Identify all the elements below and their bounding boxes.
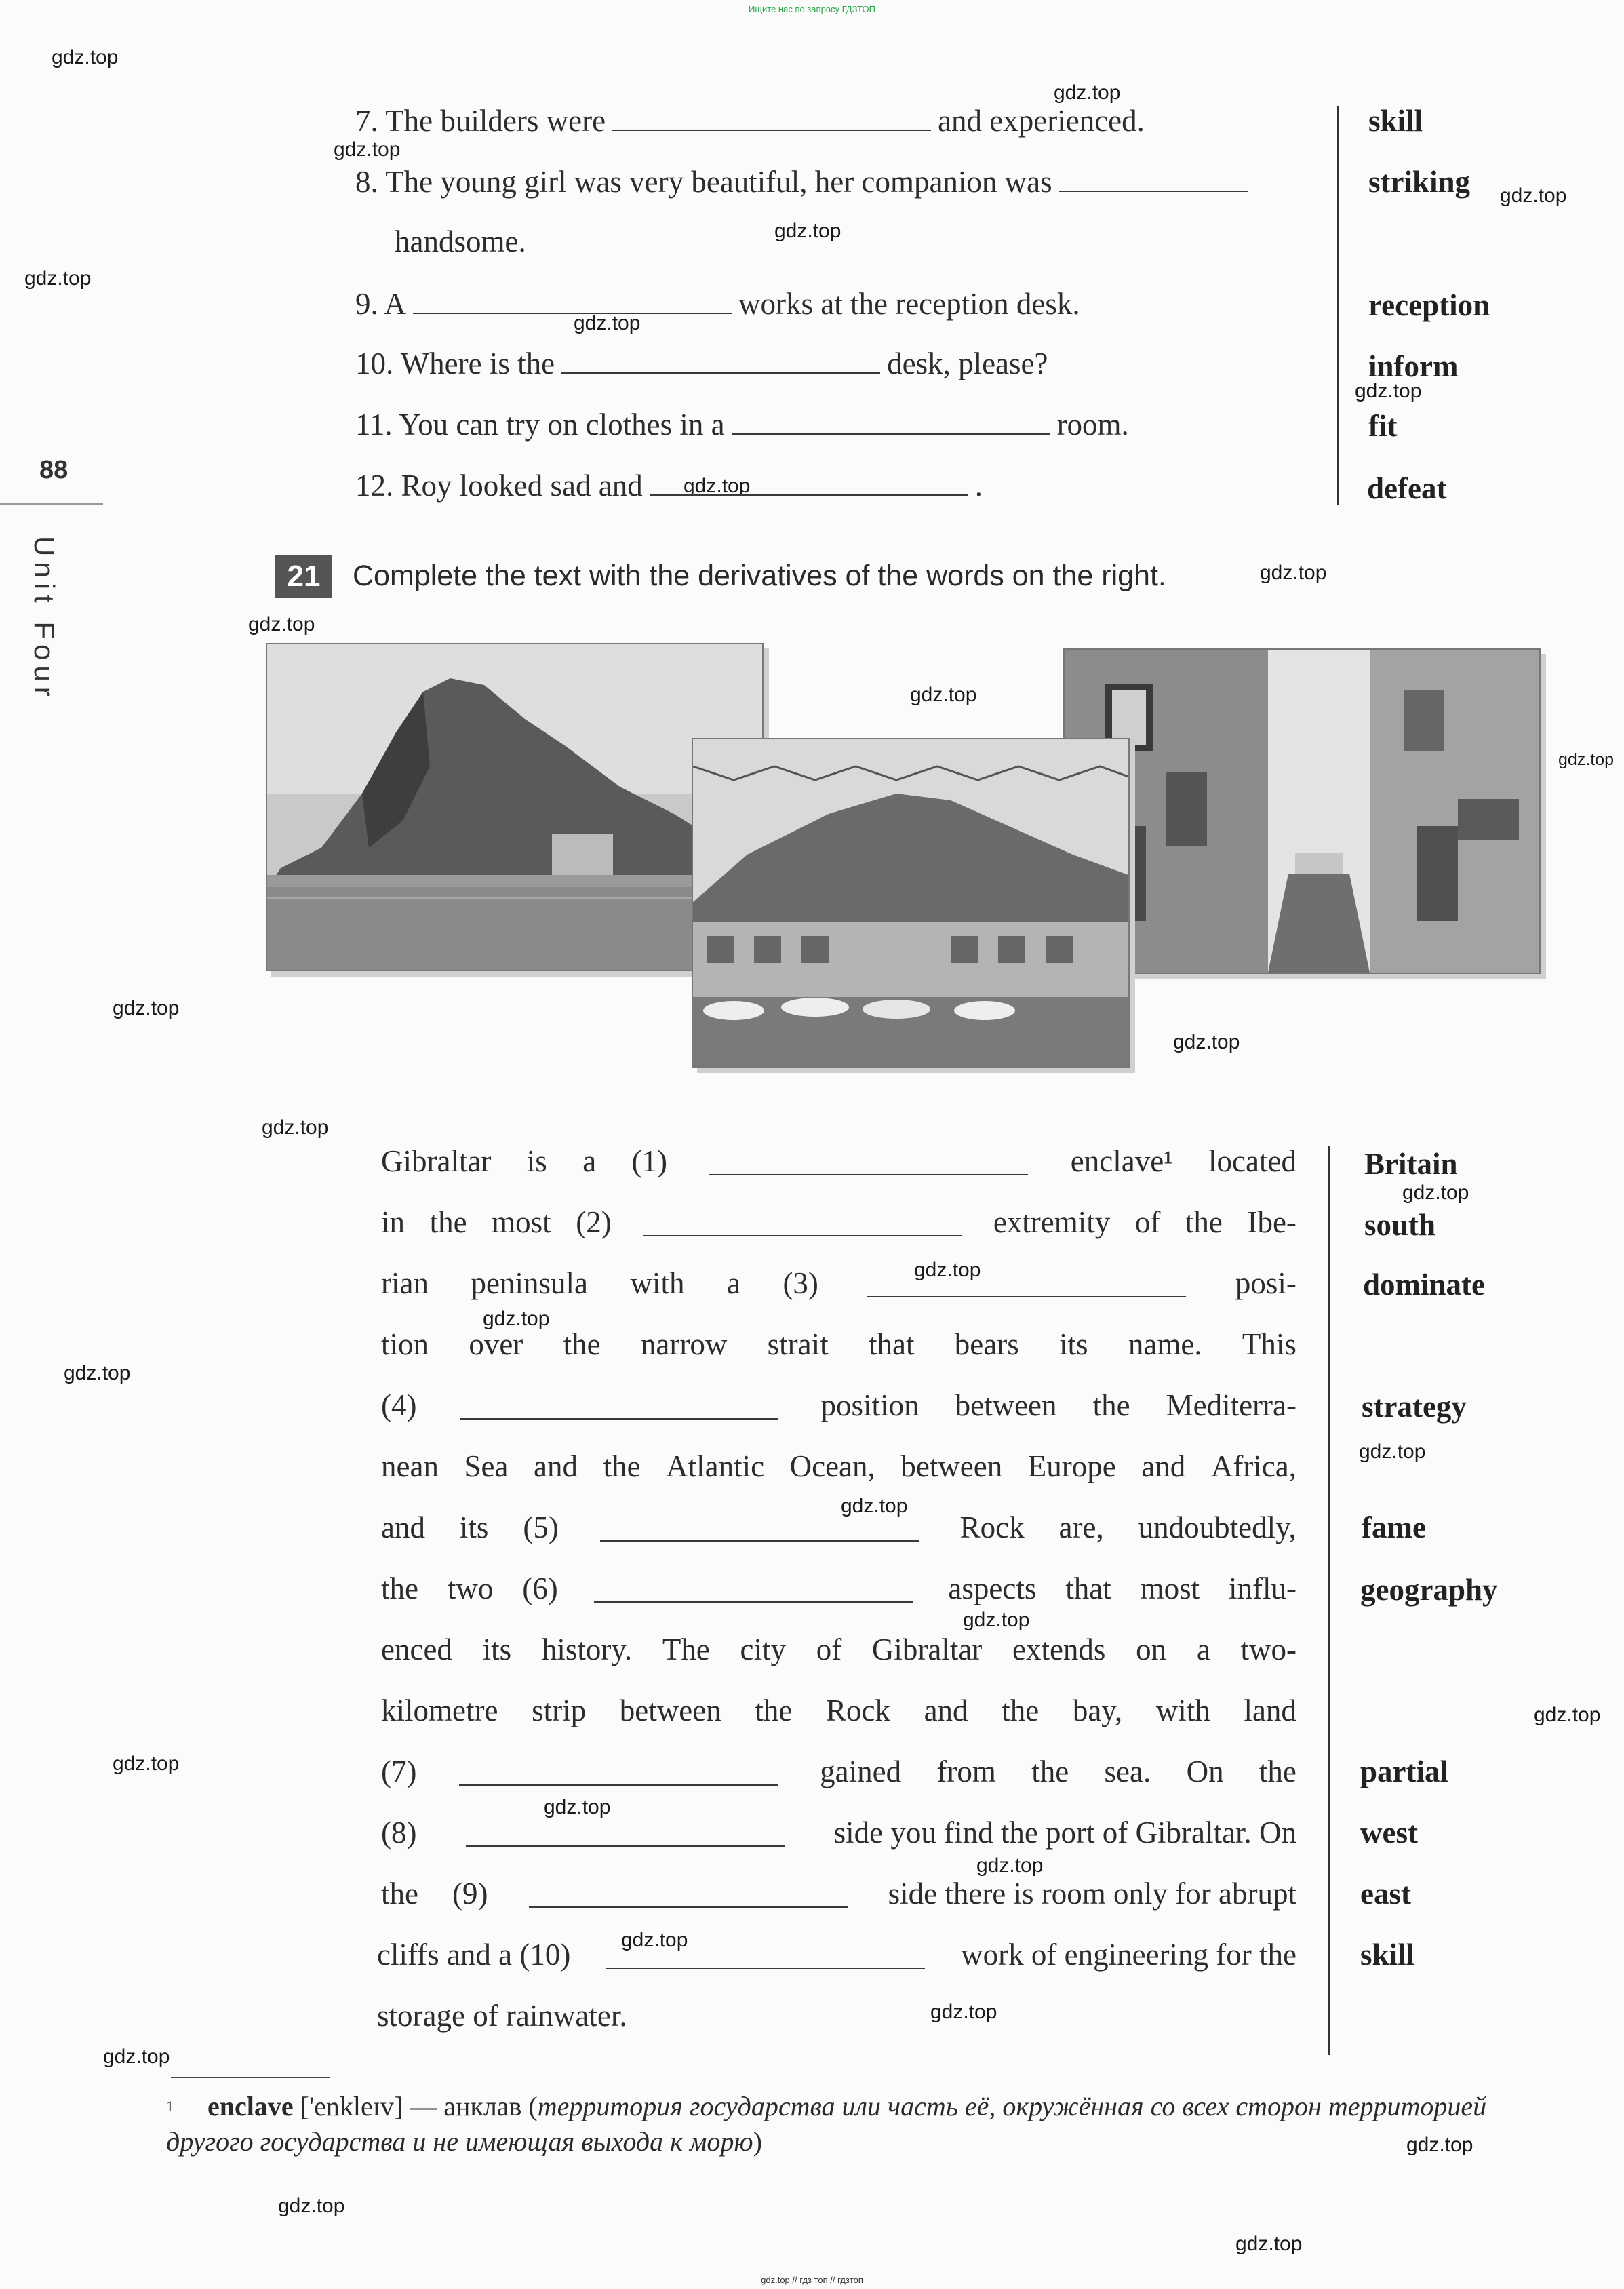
watermark: gdz.top xyxy=(1235,2233,1303,2255)
gibraltar-street-photo xyxy=(1063,648,1541,974)
watermark: gdz.top xyxy=(1558,750,1615,769)
answer-blank-2[interactable] xyxy=(643,1234,962,1236)
sentence-11: 11. You can try on clothes in a room. xyxy=(355,408,1129,442)
footer-note: gdz.top // гдз топ // гдзтоп xyxy=(761,2275,863,2285)
word-fame: fame xyxy=(1362,1510,1426,1544)
text-line-1: Gibraltar is a (1) enclave¹ located xyxy=(381,1144,1296,1178)
sentence-8-continuation: handsome. xyxy=(395,224,526,258)
word-south: south xyxy=(1364,1208,1436,1242)
watermark: gdz.top xyxy=(334,138,401,161)
watermark: gdz.top xyxy=(483,1308,550,1330)
word-britain: Britain xyxy=(1364,1147,1458,1181)
word-fit: fit xyxy=(1368,409,1398,443)
text-line-14: cliffs and a (10) work of engineering for the xyxy=(377,1938,1296,1972)
word-geography: geography xyxy=(1360,1573,1498,1607)
watermark: gdz.top xyxy=(914,1259,981,1281)
watermark: gdz.top xyxy=(1534,1704,1601,1726)
watermark: gdz.top xyxy=(1359,1441,1426,1463)
watermark: gdz.top xyxy=(113,1753,180,1775)
answer-blank-5[interactable] xyxy=(600,1540,919,1542)
text-line-8: the two (6) aspects that most influ- xyxy=(381,1571,1296,1605)
sentence-9: 9. A works at the reception desk. xyxy=(355,287,1080,321)
answer-blank[interactable] xyxy=(413,312,732,314)
watermark: gdz.top xyxy=(52,46,119,69)
word-west: west xyxy=(1360,1816,1418,1850)
text-line-11: (7) gained from the sea. On the xyxy=(381,1755,1296,1788)
unit-label: Unit Four xyxy=(28,536,60,702)
word-strategy: strategy xyxy=(1362,1390,1467,1424)
watermark: gdz.top xyxy=(621,1929,688,1951)
sentence-12: 12. Roy looked sad and . xyxy=(355,469,983,503)
watermark: gdz.top xyxy=(774,220,841,242)
text-line-4: tion over the narrow strait that bears its name. This xyxy=(381,1327,1296,1361)
watermark: gdz.top xyxy=(262,1116,329,1139)
word-inform: inform xyxy=(1368,349,1459,383)
answer-blank-8[interactable] xyxy=(466,1845,785,1847)
answer-blank[interactable] xyxy=(732,433,1050,435)
text-line-15: storage of rainwater. xyxy=(377,1999,627,2033)
footnote: $^1$ enclave ['enkleɪv] — анклав (территория государства или часть её, окружённая со всех сторон территорией другого государства и не имеющая выхода к морю) xyxy=(166,2091,1487,2157)
sentence-7: 7. The builders were and experienced. xyxy=(355,104,1145,138)
watermark: gdz.top xyxy=(248,613,315,635)
words-column-rule xyxy=(1328,1146,1330,2055)
watermark: gdz.top xyxy=(976,1854,1044,1877)
watermark: gdz.top xyxy=(1402,1181,1469,1204)
exercise-instruction: Complete the text with the derivatives of the words on the right. xyxy=(353,560,1166,592)
text-line-12: (8) side you find the port of Gibraltar. On xyxy=(381,1816,1296,1850)
word-striking: striking xyxy=(1368,165,1471,199)
page-number: 88 xyxy=(39,456,68,484)
watermark: gdz.top xyxy=(1355,380,1422,402)
answer-blank-3[interactable] xyxy=(867,1295,1186,1297)
answer-blank[interactable] xyxy=(612,129,931,131)
footnote-rule xyxy=(171,2077,330,2078)
answer-blank-7[interactable] xyxy=(459,1784,778,1786)
watermark: gdz.top xyxy=(841,1495,908,1517)
text-line-10: kilometre strip between the Rock and the bay, with land xyxy=(381,1694,1296,1727)
watermark: gdz.top xyxy=(113,997,180,1019)
watermark: gdz.top xyxy=(64,1362,131,1384)
watermark: gdz.top xyxy=(930,2001,997,2023)
watermark: gdz.top xyxy=(910,684,977,706)
text-line-6: nean Sea and the Atlantic Ocean, between Europe and Africa, xyxy=(381,1449,1296,1483)
exercise-number: 21 xyxy=(275,555,332,598)
watermark: gdz.top xyxy=(1260,562,1327,584)
answer-blank-9[interactable] xyxy=(529,1906,848,1908)
word-skill: skill xyxy=(1360,1938,1415,1972)
watermark: gdz.top xyxy=(544,1796,611,1818)
page-number-rule xyxy=(0,503,103,505)
answer-blank[interactable] xyxy=(1059,190,1248,192)
answer-blank-6[interactable] xyxy=(594,1601,913,1603)
watermark: gdz.top xyxy=(103,2046,170,2068)
header-note: Ищите нас по запросу ГДЗТОП xyxy=(748,4,875,14)
watermark: gdz.top xyxy=(1406,2134,1473,2156)
answer-blank[interactable] xyxy=(561,372,880,374)
text-line-2: in the most (2) extremity of the Ibe- xyxy=(381,1205,1296,1239)
answer-blank-1[interactable] xyxy=(709,1173,1028,1175)
watermark: gdz.top xyxy=(1500,184,1567,207)
answer-blank-10[interactable] xyxy=(606,1967,925,1969)
sentence-8: 8. The young girl was very beautiful, her companion was xyxy=(355,164,1254,199)
word-partial: partial xyxy=(1360,1755,1448,1788)
watermark: gdz.top xyxy=(1173,1031,1240,1053)
word-dominate: dominate xyxy=(1363,1268,1485,1302)
watermark: gdz.top xyxy=(684,475,751,497)
word-defeat: defeat xyxy=(1367,471,1447,505)
text-line-5: (4) position between the Mediterra- xyxy=(381,1388,1296,1422)
watermark: gdz.top xyxy=(1054,81,1121,104)
answer-blank[interactable] xyxy=(650,494,968,496)
text-line-3: rian peninsula with a (3) posi- xyxy=(381,1266,1296,1300)
watermark: gdz.top xyxy=(278,2195,345,2217)
text-line-9: enced its history. The city of Gibraltar extends on a two- xyxy=(381,1632,1296,1666)
word-reception: reception xyxy=(1368,288,1490,322)
watermark: gdz.top xyxy=(24,267,92,290)
gibraltar-square-photo xyxy=(692,738,1130,1068)
watermark: gdz.top xyxy=(963,1609,1030,1631)
sentence-10: 10. Where is the desk, please? xyxy=(355,347,1048,380)
text-line-7: and its (5) Rock are, undoubtedly, xyxy=(381,1510,1296,1544)
word-skill: skill xyxy=(1368,104,1423,138)
word-east: east xyxy=(1360,1877,1411,1911)
words-column-rule xyxy=(1337,106,1339,505)
rock-of-gibraltar-photo xyxy=(266,643,764,971)
text-line-13: the (9) side there is room only for abrupt xyxy=(381,1877,1296,1911)
watermark: gdz.top xyxy=(574,312,641,334)
answer-blank-4[interactable] xyxy=(460,1417,778,1420)
